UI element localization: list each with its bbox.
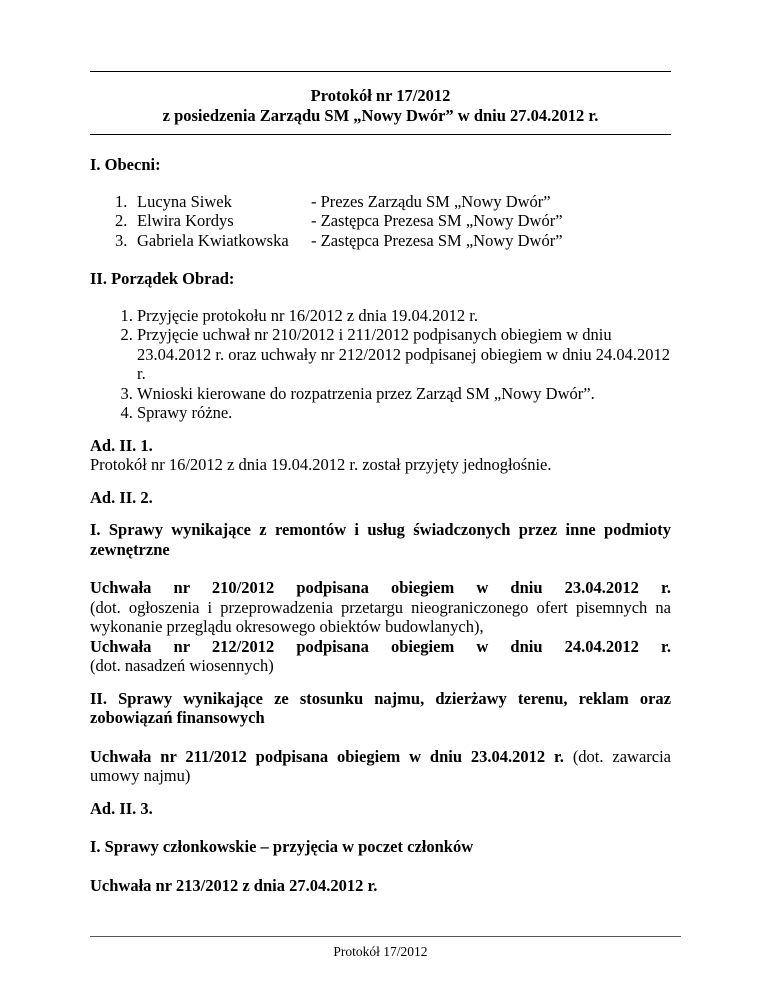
agenda-item: 2. Przyjęcie uchwał nr 210/2012 i 211/2012 podpisanych obiegiem w dniu 23.04.2012 r. oraz uchwały nr 212/2012 podpisanej obiegiem w dniu 24.04.2012 r.	[137, 325, 671, 384]
footer-rule	[90, 936, 681, 937]
ad-2-subsection-2-heading: II. Sprawy wynikające ze stosunku najmu, dzierżawy terenu, reklam oraz zobowiązań finansowych	[90, 688, 671, 727]
resolution-212-description: (dot. nasadzeń wiosennych)	[90, 656, 274, 675]
agenda-item: 4. Sprawy różne.	[137, 403, 671, 423]
section-attendees-heading: I. Obecni:	[90, 155, 161, 174]
ad-3-heading: Ad. II. 3.	[90, 798, 153, 818]
attendee-list	[90, 192, 671, 251]
ad-3-subsection-1-heading: I. Sprawy członkowskie – przyjęcia w poczet członków	[90, 837, 474, 856]
attendee-row: 3. Gabriela Kwiatkowska - Zastępca Prezesa SM „Nowy Dwór”	[115, 230, 563, 250]
resolution-213-title: Uchwała nr 213/2012 z dnia 27.04.2012 r.	[90, 875, 378, 895]
attendee-name: Lucyna Siwek	[137, 191, 232, 211]
resolution-210-title: Uchwała nr 210/2012 podpisana obiegiem w dniu 23.04.2012 r.	[90, 578, 671, 597]
section-agenda-heading: II. Porządek Obrad:	[90, 269, 235, 288]
resolution-211-description: (dot. zawarcia umowy najmu)	[90, 746, 672, 785]
agenda-item: 3. Wnioski kierowane do rozpatrzenia przez Zarząd SM „Nowy Dwór”.	[137, 384, 671, 404]
document-subtitle: z posiedzenia Zarządu SM „Nowy Dwór” w dniu 27.04.2012 r.	[162, 105, 599, 125]
ad-1-heading: Ad. II. 1.	[90, 435, 153, 455]
resolution-212-title: Uchwała nr 212/2012 podpisana obiegiem w dniu 24.04.2012 r.	[90, 636, 671, 656]
document-title: Protokół nr 17/2012	[310, 86, 451, 105]
ad-2-heading: Ad. II. 2.	[90, 487, 153, 507]
resolution-211-title: Uchwała nr 211/2012 podpisana obiegiem w dniu 23.04.2012 r.	[90, 746, 564, 766]
attendee-row: 1. Lucyna Siwek - Prezes Zarządu SM „Nowy Dwór”	[115, 191, 551, 211]
ad-1-text: Protokół nr 16/2012 z dnia 19.04.2012 r. został przyjęty jednogłośnie.	[90, 455, 552, 474]
attendee-role: - Zastępca Prezesa SM „Nowy Dwór”	[311, 230, 563, 250]
attendee-name: Gabriela Kwiatkowska	[137, 230, 289, 250]
attendee-role: - Zastępca Prezesa SM „Nowy Dwór”	[311, 211, 563, 230]
attendee-row: 2. Elwira Kordys - Zastępca Prezesa SM „Nowy Dwór”	[115, 211, 563, 230]
agenda-item: 1. Przyjęcie protokołu nr 16/2012 z dnia 19.04.2012 r.	[137, 306, 671, 326]
document-page	[90, 0, 671, 895]
attendee-role: - Prezes Zarządu SM „Nowy Dwór”	[311, 191, 551, 211]
agenda-list	[90, 306, 671, 423]
resolution-211	[90, 747, 671, 786]
ad-2-subsection-1-heading: I. Sprawy wynikające z remontów i usług świadczonych przez inne podmioty zewnętrzne	[90, 520, 671, 559]
attendee-name: Elwira Kordys	[137, 211, 234, 230]
page-footer: Protokół 17/2012	[333, 944, 428, 959]
resolution-210-description: (dot. ogłoszenia i przeprowadzenia przetargu nieograniczonego ofert pisemnych na wykonanie przeglądu okresowego obiektów budowlanych),	[90, 597, 671, 636]
